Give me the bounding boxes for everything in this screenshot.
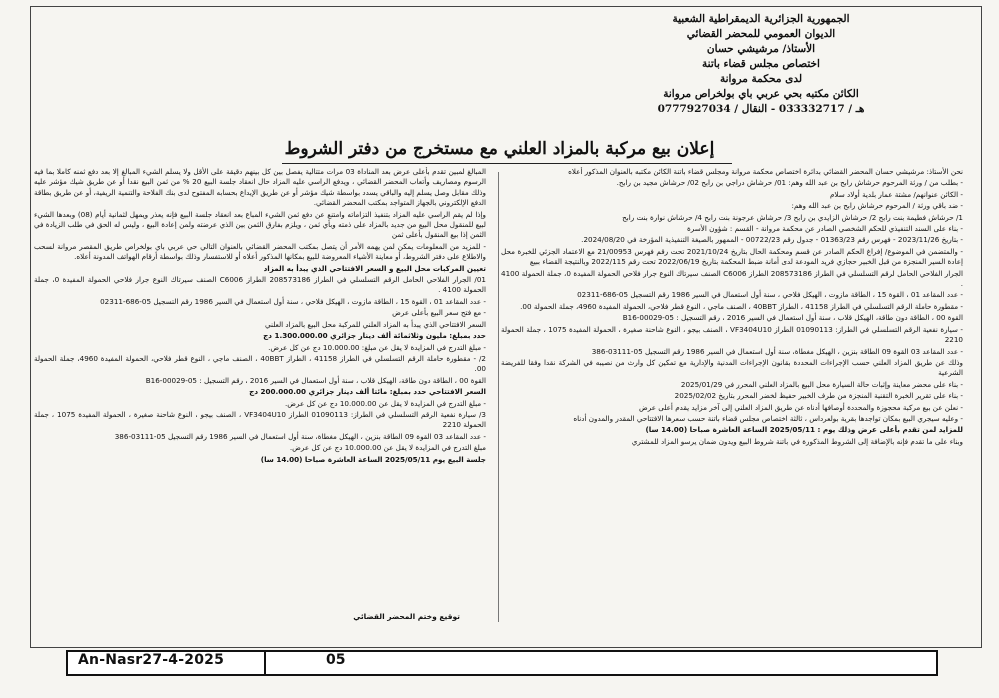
paragraph: - ضد باقي ورثة / المرحوم حرشاش رابح بن عبد الله وهم: — [791, 201, 963, 211]
paragraph: - بطلب من / ورثة المرحوم حرشاش رابح بن عبد الله وهم: 01/ حرشاش دراجي بن رابح 02/ حرشاش مجيد بن رابح. — [616, 178, 963, 188]
paragraph: السعر الافتتاحي حدد بمبلغ: مائتا ألف دينار جزائري 200.000.00 دج — [249, 387, 486, 397]
paragraph: - عدد المقاعد 01 ، القوة 15 ، الطاقة مازوت ، الهيكل فلاحي ، سنة أول استعمال في السير 1986 رقم التسجيل 05-686-02311 — [100, 296, 486, 306]
header-line: الجمهورية الجزائرية الديمقراطية الشعبية — [672, 13, 850, 25]
header-line: هـ / 033332717 - النقال / 0777927034 — [657, 103, 865, 115]
paragraph: 1/ حرشاش فطيمة بنت رابح 2/ حرشاش الزايدي بن رابح 3/ حرشاش عرجونة بنت رابح 4/ حرشاش نوارة بنت رابح — [622, 212, 963, 222]
page-number: 05 — [326, 652, 346, 668]
paragraph: القوة 00 ، الطاقة دون طاقة، الهيكل قلاب ، سنة أول استعمال في السير 2016 ، رقم التسجيل : 05-00029-B16 — [622, 313, 963, 323]
paragraph: - بناء على محضر معاينة وإثبات حالة السيارة محل البيع بالمزاد العلني المحرر في 2025/01/29 — [680, 379, 963, 389]
paragraph: 2/ - مقطورة حاملة الرقم التسلسلي في الطراز 41158 ، الطراز 40BBT ، الصنف ماجي ، النوع قطر فلاحي، الحمولة المفيدة 4960، جملة الحمولة 00. — [34, 353, 486, 374]
paragraph: وبناء على ما تقدم فإنه بالإضافة إلى الشروط المذكورة في باتنة شروط البيع ويدون ضمان يرسو المزاد للمشتري — [631, 436, 963, 446]
paragraph: جلسة البيع يوم 2025/05/11 الساعة العاشرة صباحا (14.00 سا) — [260, 454, 486, 464]
paragraph: حدد بمبلغ: مليون وثلاثمائة ألف دينار جزائري 1.300.000.00 دج — [263, 331, 486, 341]
paragraph: - عدد المقاعد 03 القوة 09 الطاقة بنزين ، الهيكل مغطاة، سنة أول استعمال في السير 1986 رقم التسجيل 05-03111-386 — [591, 346, 963, 356]
paragraph: السعر الافتتاحي الذي يبدأ به المزاد العلني للمركبة محل البيع بالمزاد العلني — [264, 319, 486, 329]
paragraph: - مقطورة حاملة الرقم التسلسلي في الطراز 41158 ، الطراز 40BBT ، الصنف ماجي ، النوع قطر فلاحي، الحمولة المفيدة 4960، جملة الحمولة 00. — [520, 301, 963, 311]
paragraph: - بتاريخ 2023/11/26 - فهرس رقم 01363/23 - جدول رقم 00722/23 - الممهور بالصيغة التنفيذية المؤرخة في 2024/08/20. — [581, 235, 963, 245]
paragraph: وذلك عن طريق المزاد العلني حسب الإجراءات المحددة بقانون الإجراءات المدنية والإدارية مع تمكين كل وارث من نصيبه في الشركة نقدا وفقا للفريضة الشرعية — [501, 357, 963, 378]
publication-date: An-Nasr27-4-2025 — [78, 652, 225, 668]
paragraph: - مبلغ التدرج في المزايدة لا يقل عن 10.000.00 دج عن كل عرض. — [285, 398, 486, 408]
paragraph: - للمزيد من المعلومات يمكن لمن يهمه الأمر أن يتصل بمكتب المحضر القضائي بالعنوان التالي حي عربي باي بولخراص طريق المقصر مروانة لسحب والاطلاع على دفتر الشروط، أو معاينة الأشياء المعروضة للبيع بمكانها المذكور أعلاه أو للاستفسار وذلك بواسطة أرقام الهواتف المدونة أعلاه. — [34, 241, 486, 262]
title-underline — [282, 163, 732, 164]
paragraph: - عدد المقاعد 03 القوة 09 الطاقة بنزين ، الهيكل مغطاة، سنة أول استعمال في السير 1986 رقم التسجيل 05-03111-386 — [114, 431, 486, 441]
paragraph: الجرار الفلاحي الحامل لرقم التسلسلي في الطراز 208573186 الطراز C6006 الصنف سيرتاك النوع جرار فلاحي الحمولة المفيدة 0، جملة الحمولة 4100 . — [501, 268, 963, 289]
paragraph: - بناء على السند التنفيذي للحكم الشخصي الصادر عن محكمة مروانة - القسم : شؤون الأسرة — [687, 224, 963, 234]
header-line: الديوان العمومي للمحضر القضائي — [686, 28, 836, 40]
paragraph: مبلغ التدرج في المزايدة لا يقل عن 10.000.00 دج عن كل عرض. — [289, 443, 486, 453]
header-line: الكائن مكتبه بحي عربي باي بولخراص مروانة — [663, 88, 859, 100]
paragraph: - مبلغ التدرج في المزايدة لا يقل عن مبلغ: 10.000.00 دج عن كل عرض. — [268, 342, 486, 352]
paragraph: 3/ سيارة نفعية الرقم التسلسلي في الطراز: 01090113 الطراز VF3404U10 ، الصنف بيجو ، النوع شاحنة صغيرة ، الحمولة المفيدة 1075 ، جملة الحمولة 2210 — [34, 409, 486, 430]
notice-title: إعلان بيع مركبة بالمزاد العلني مع مستخرج من دفتر الشروط — [284, 139, 715, 159]
paragraph: - الكائن عنوانهم/ مشتة عمار بلدية أولاد سلام — [829, 189, 963, 199]
signature-line: توقيع وختم المحضر القضائي — [353, 612, 460, 621]
paragraph: 01/ الجرار الفلاحي الحامل الرقم التسلسلي في الطراز 208573186 الطراز C6006 الصنف سيرتاك النوع جرار فلاحي الحمولة المفيدة 0، جملة الحمولة 4100 . — [34, 275, 486, 295]
paragraph: نحن الأستاذ: مرشيشي حسان المحضر القضائي بدائرة اختصاص محكمة مروانة ومجلس قضاء باتنة الكائن مكتبه بالعنوان المذكور أعلاه — [568, 167, 963, 176]
paragraph: - والمتضمن في الموضوع/ إفراغ الحكم الصادر عن قسم ومحكمة الحال بتاريخ 2021/10/24 تحت رقم فهرس 21/00953 مع الاعتماد الجزئي للخبرة محل إعادة السير المنجزة من قبل الخبير حجازي فريد المودعة لدى أمانة ضبط المحكمة بتاريخ 2022/06/19 تحت رقم 2022/115 وبالنتيجة القضاء ببيع — [501, 246, 963, 267]
paragraph: - سيارة نفعية الرقم التسلسلي في الطراز: 01090113 الطراز VF3404U10 ، الصنف بيجو ، النوع شاحنة صغيرة ، الحمولة المفيدة 1075 ، جملة الحمولة 2210 — [501, 324, 963, 345]
paragraph: - مع فتح سعر البيع بأعلى عرض — [392, 308, 486, 318]
footer-divider — [264, 650, 266, 675]
paragraph: للمزايد لمن تقدم بأعلى عرض وذلك يوم : 2025/05/11 الساعة العاشرة صباحا (14.00 سا) — [645, 425, 963, 435]
header-line: الأستاذ/ مرشيشي حسان — [706, 43, 816, 55]
paragraph: تعيين المركبات محل البيع و السعر الافتتاحي الذي يبدأ به المزاد — [263, 263, 486, 273]
right-column — [501, 167, 963, 645]
paragraph: القوة 00 ، الطاقة دون طاقة، الهيكل قلاب ، سنة أول استعمال في السير 2016 ، رقم التسجيل : 05-00029-B16 — [145, 375, 486, 385]
left-column — [34, 167, 486, 627]
bailiff-header — [551, 12, 971, 117]
column-divider — [498, 172, 499, 622]
paragraph: - نعلن عن بيع مركبة محجوزة والمحددة أوصافها أدناه عن طريق المزاد العلني إلى آخر مزايد يقدم أعلى عرض — [639, 402, 963, 412]
paragraph: - عدد المقاعد 01 ، القوة 15 ، الطاقة مازوت ، الهيكل فلاحي ، سنة أول استعمال في السير 1986 رقم التسجيل 05-686-02311 — [577, 290, 963, 300]
paragraph: وإذا لم يقم الراسي عليه المزاد بتنفيذ التزاماته وامتنع عن دفع ثمن الشيء المباع بعد انعقاد جلسة البيع فإنه يعذر ويمهل لثمانية أيام (08) وبعدها الشيء لبيع للمنقول محل البيع من جديد بالمزاد على ذمته وبأي ثمن ، ويلزم بفارق الثمن بين الذي عرضته ولمن إعادة البيع ، وليس له الحق في طلب الزيادة في الثمن إذا بيع المنقول بأعلى ثمن — [34, 209, 486, 240]
paragraph: - وعليه سيجري البيع بمكان تواجدها بقرية بولعرداس ، ثالثة اختصاص مجلس قضاء باتنة حسب سعرها الافتتاحي المقدر والمدون أدناه — [573, 413, 963, 423]
paragraph: المبالغ لمبين تقدم بأعلى عرض بعد المناداة 03 مرات متتالية يفصل بين كل بينهم دقيقة على الأقل ولا يسلم الشيء المبالغ إلا بعد دفع ثمنه كاملا بما فيه الرسوم ومصاريف وأتعاب المحضر القضائي ، ويدفع الراسي عليه المزاد حال انعقاد جلسة البيع 20 % من ثمن البيع نقدا أو عن طريق شيك مؤشر عليه وذلك مقابل وصل يسلم إليه والباقي يسدد بواسطة شيك مؤشر أو عن طريق الإيداع بحسابه المفتوح لدى بنك الفلاحة والتنمية الريفية، أو عن طريق بطاقة الدفع الإلكتروني بالجهاز المتواجد بمكتب المحضر القضائي. — [34, 167, 486, 208]
paragraph: - بناء على تقرير الخبرة التقنية المنجزة من طرف الخبير حفيظ لخضر المحرر بتاريخ 2025/02/02 — [674, 391, 963, 401]
header-line: اختصاص مجلس قضاء باتنة — [702, 58, 820, 70]
header-line: لدى محكمة مروانة — [719, 73, 803, 85]
